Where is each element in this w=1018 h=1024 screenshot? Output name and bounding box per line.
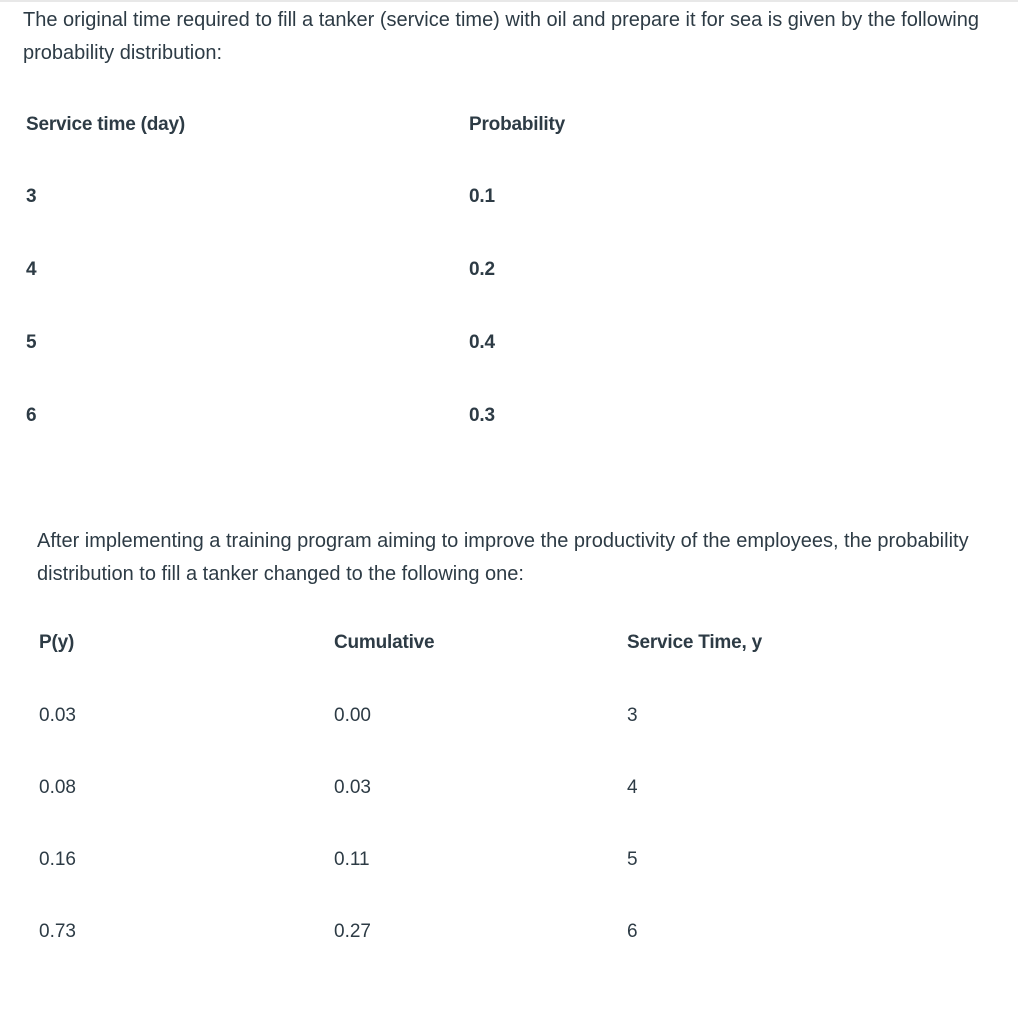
followup-paragraph: After implementing a training program aiming to improve the productivity of the employees, the probability distribution to fill a tanker changed to the following one:	[37, 530, 969, 585]
probability-cell: 0.3	[469, 405, 495, 426]
intro-paragraph: The original time required to fill a tanker (service time) with oil and prepare it for sea is given by the following probability distribution:	[23, 9, 979, 64]
p-y-cell: 0.03	[39, 705, 76, 726]
service-time-cell: 6	[26, 405, 37, 426]
service-time-y-cell: 3	[627, 705, 638, 726]
service-time-y-cell: 4	[627, 777, 638, 798]
service-time-cell: 4	[26, 259, 37, 280]
header-service-time: Service time (day)	[26, 114, 186, 135]
cumulative-cell: 0.03	[334, 777, 371, 798]
service-time-y-cell: 5	[627, 849, 638, 870]
header-cumulative: Cumulative	[334, 632, 435, 653]
cumulative-cell: 0.11	[334, 849, 370, 870]
header-service-time-y: Service Time, y	[627, 632, 763, 653]
p-y-cell: 0.73	[39, 921, 76, 942]
cumulative-cell: 0.00	[334, 705, 371, 726]
p-y-cell: 0.08	[39, 777, 76, 798]
probability-cell: 0.1	[469, 186, 495, 207]
probability-cell: 0.4	[469, 332, 495, 353]
top-divider	[0, 0, 1018, 2]
probability-cell: 0.2	[469, 259, 495, 280]
header-p-y: P(y)	[39, 632, 75, 653]
p-y-cell: 0.16	[39, 849, 76, 870]
header-probability: Probability	[469, 114, 565, 135]
service-time-y-cell: 6	[627, 921, 638, 942]
cumulative-cell: 0.27	[334, 921, 371, 942]
service-time-cell: 3	[26, 186, 37, 207]
service-time-cell: 5	[26, 332, 37, 353]
